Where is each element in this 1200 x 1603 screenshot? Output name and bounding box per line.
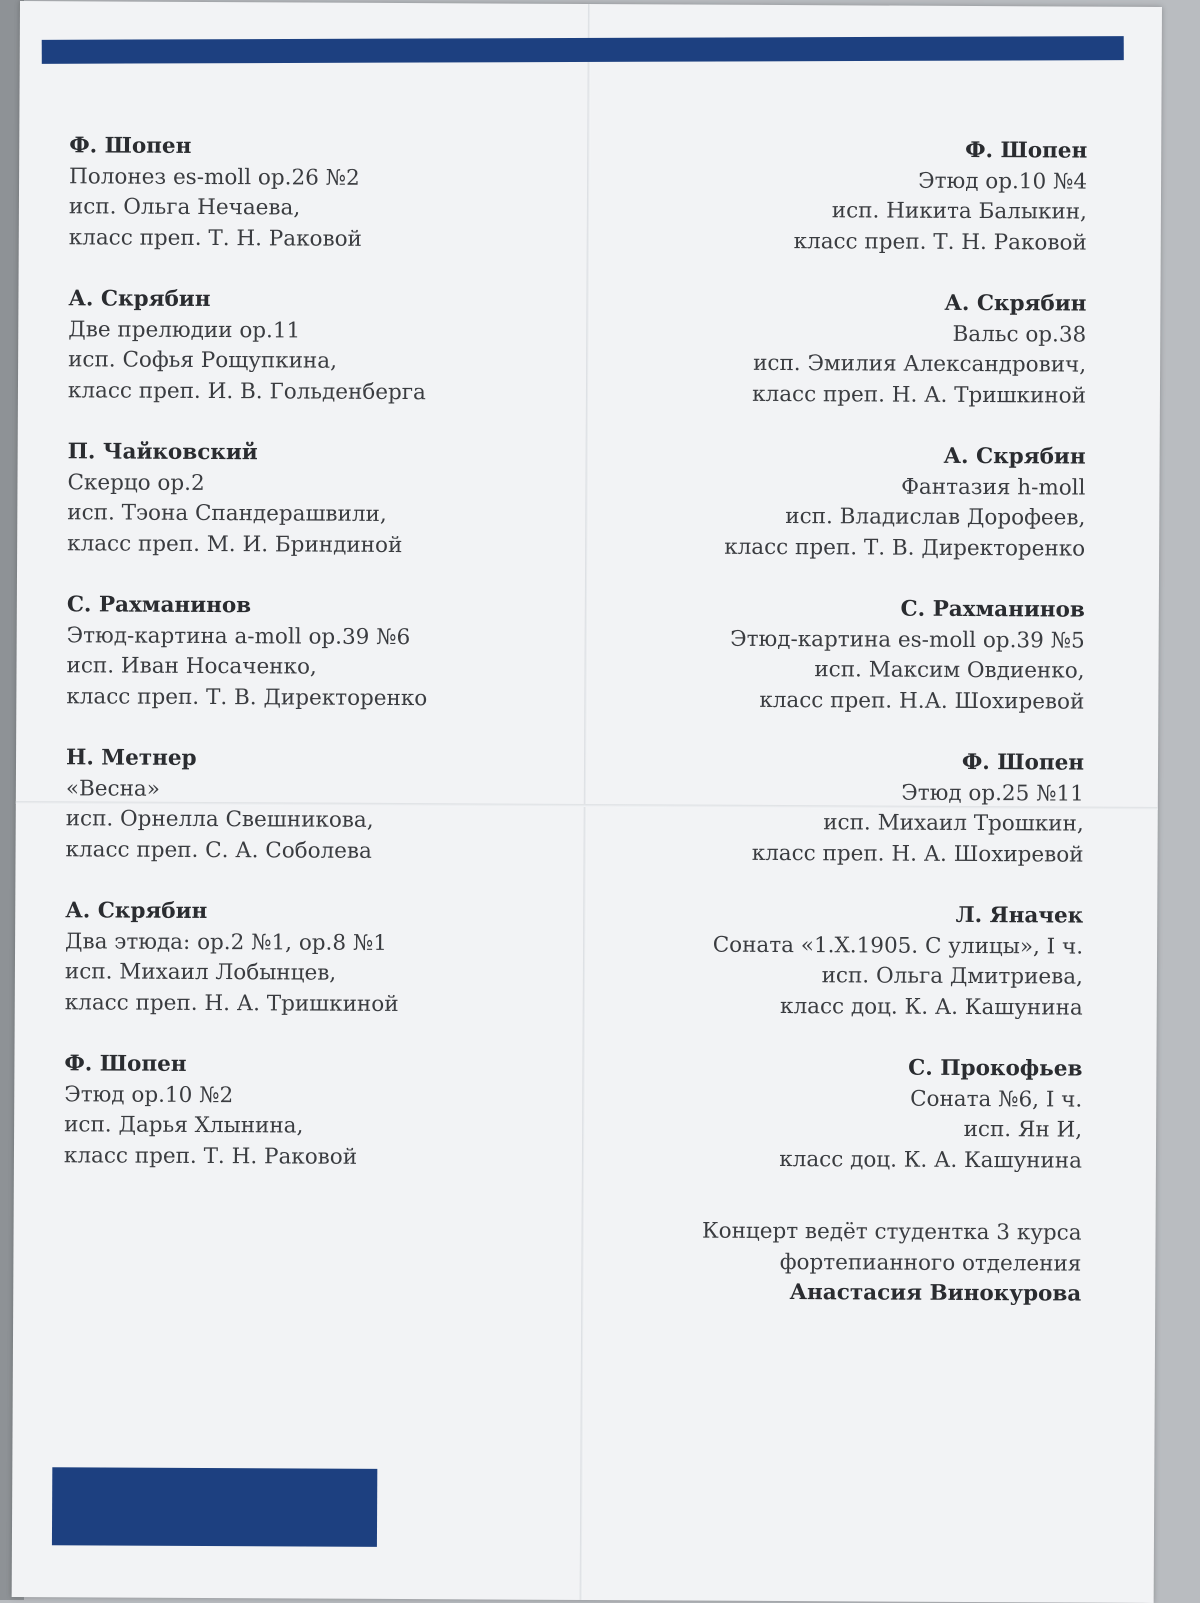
performer: исп. Максим Овдиенко, [814, 657, 1085, 684]
program-entry [65, 743, 546, 868]
program-entry [602, 1052, 1083, 1177]
performer: исп. Эмилия Александрович, [753, 350, 1087, 378]
program-entry [603, 746, 1084, 871]
teacher-class: класс преп. С. А. Соболева [65, 836, 372, 864]
program-entry [68, 284, 549, 409]
vertical-fold-crease [580, 4, 591, 1600]
teacher-class: класс преп. Т. Н. Раковой [68, 224, 362, 252]
work-title: Вальс op.38 [952, 321, 1087, 348]
work-title: Соната №6, I ч. [910, 1086, 1083, 1113]
composer-name: Ф. Шопен [961, 749, 1085, 776]
top-accent-bar [42, 36, 1124, 64]
teacher-class: класс преп. Н. А. Тришкиной [64, 989, 399, 1017]
composer-name: А. Скрябин [68, 286, 211, 313]
composer-name: С. Рахманинов [66, 592, 252, 619]
composer-name: С. Рахманинов [900, 596, 1085, 623]
composer-name: Н. Метнер [65, 745, 197, 771]
work-title: Этюд op.10 №2 [64, 1081, 234, 1108]
performer: исп. Никита Балыкин, [831, 198, 1087, 225]
program-entry [65, 896, 546, 1021]
performer: исп. Софья Рощупкина, [68, 347, 338, 374]
program-entry [603, 899, 1084, 1024]
teacher-class: класс преп. И. В. Гольденберга [67, 377, 426, 405]
performer: исп. Орнелла Свешникова, [65, 806, 374, 833]
work-title: «Весна» [65, 775, 160, 802]
teacher-class: класс преп. Т. Н. Раковой [63, 1142, 358, 1170]
program-right-column [602, 134, 1088, 1207]
composer-name: А. Скрябин [944, 290, 1087, 317]
teacher-class: класс преп. Т. В. Директоренко [724, 534, 1086, 562]
work-title: Соната «1.X.1905. С улицы», I ч. [712, 932, 1084, 960]
program-left-column [64, 131, 550, 1204]
teacher-class: класс преп. М. И. Бриндиной [67, 530, 403, 558]
program-entry [67, 437, 548, 562]
performer: исп. Владислав Дорофеев, [785, 504, 1086, 531]
performer: исп. Дарья Хлынина, [64, 1112, 304, 1139]
performer: исп. Ольга Нечаева, [68, 194, 301, 221]
program-entry [604, 593, 1085, 718]
program-entry [606, 287, 1087, 412]
performer: исп. Иван Носаченко, [66, 653, 317, 680]
work-title: Две прелюдии op.11 [68, 316, 301, 343]
performer: исп. Ян И, [963, 1116, 1083, 1143]
bottom-accent-block [52, 1467, 377, 1547]
composer-name: С. Прокофьев [908, 1055, 1083, 1082]
host-line-2: фортепианного отделения [779, 1249, 1082, 1277]
work-title: Два этюда: op.2 №1, op.8 №1 [65, 928, 388, 956]
performer: исп. Тэона Спандерашвили, [67, 500, 387, 527]
performer: исп. Михаил Трошкин, [823, 810, 1084, 837]
composer-name: А. Скрябин [65, 898, 208, 925]
work-title: Полонез es-moll op.26 №2 [69, 163, 360, 191]
teacher-class: класс преп. Т. В. Директоренко [66, 683, 428, 711]
work-title: Фантазия h-moll [901, 474, 1086, 501]
teacher-class: класс доц. К. А. Кашунина [779, 1146, 1083, 1174]
teacher-class: класс преп. Н. А. Шохиревой [751, 840, 1084, 868]
composer-name: А. Скрябин [943, 443, 1086, 470]
work-title: Скерцо op.2 [67, 469, 205, 496]
performer: исп. Ольга Дмитриева, [821, 963, 1083, 990]
teacher-class: класс доц. К. А. Кашунина [780, 993, 1083, 1021]
program-entry [66, 590, 547, 715]
composer-name: Ф. Шопен [965, 137, 1088, 164]
teacher-class: класс преп. Т. Н. Раковой [793, 228, 1087, 256]
program-entry [605, 440, 1086, 565]
performer: исп. Михаил Лобынцев, [64, 959, 337, 986]
work-title: Этюд op.10 №4 [918, 168, 1088, 195]
composer-name: П. Чайковский [67, 439, 258, 466]
composer-name: Ф. Шопен [64, 1051, 187, 1077]
composer-name: Ф. Шопен [69, 133, 192, 159]
teacher-class: класс преп. Н.А. Шохиревой [759, 687, 1085, 715]
composer-name: Л. Яначек [955, 902, 1084, 929]
program-sheet [12, 1, 1162, 1603]
concert-host [601, 1216, 1081, 1310]
work-title: Этюд-картина a-moll op.39 №6 [66, 622, 411, 650]
program-entry [607, 134, 1088, 259]
host-name: Анастасия Винокурова [789, 1280, 1082, 1307]
program-entry [64, 1049, 545, 1174]
work-title: Этюд op.25 №11 [901, 780, 1084, 807]
program-entry [69, 131, 550, 256]
work-title: Этюд-картина es-moll op.39 №5 [730, 626, 1085, 654]
host-line-1: Концерт ведёт студентка 3 курса [701, 1218, 1082, 1246]
teacher-class: класс преп. Н. А. Тришкиной [752, 381, 1087, 409]
